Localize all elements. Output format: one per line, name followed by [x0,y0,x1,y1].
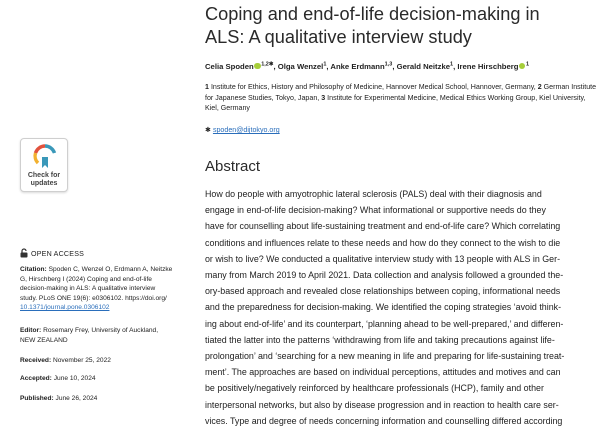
check-for-updates-icon [33,144,57,170]
author-entry: Anke Erdmann$^{1,3}$, [330,61,397,71]
abstract-line: many from March 2019 to April 2021. Data collection and analysis followed a grounded the- [205,270,564,281]
open-access-text: OPEN ACCESS [31,250,85,258]
abstract-line: How do people with amyotrophic lateral sclerosis (PALS) deal with their diagnosis and [205,189,542,199]
abstract-heading: Abstract [205,158,261,175]
received-date: November 25, 2022 [53,357,111,364]
abstract-line: be positively/negatively reinforced by healthcare professionals (HCP), family and other [205,383,544,394]
author-affiliation-marks: 1,3 [384,61,393,67]
abstract-line: conditions and influences relate to these needs and how do they connect to the wish to die [205,237,561,248]
abstract-line: interpersonal networks, but also by disease progression and in reaction to health care ser- [205,399,559,410]
abstract-line: tiated the latter into the patterns ‘withdrawing from life and taking precautions against life- [205,334,555,345]
citation-line-2: G, Hirschberg I (2024) Coping and end-of-life [20,275,152,283]
badge-label-line1: Check for [27,172,61,179]
author-name[interactable]: Olga Wenzel [277,61,324,71]
editor-block [20,326,180,345]
author-entry: Olga Wenzel$^1$, [277,61,331,71]
paper-title-line2: ALS: A qualitative interview study [205,26,472,47]
open-access-label [20,248,84,258]
badge-label-line2: updates [30,180,58,187]
affil-3-text: Institute for Experimental Medicine, Medical Ethics Working Group, Kiel University, Kiel, Germany [205,93,586,113]
author-affiliation-marks: 1,2✱ [261,61,274,67]
author-name[interactable]: Gerald Neitzke [396,61,451,71]
paper-title [205,3,595,48]
editor-text: Rosemary Frey, University of Auckland, [43,327,159,334]
citation-block [20,265,180,313]
published-date: June 26, 2024 [55,395,98,402]
correspondence [205,125,280,134]
citation-line-4: study. PLoS ONE 19(6): e0306102. https://doi.org/ [20,294,167,302]
accepted-block [20,374,180,384]
affiliations [205,82,597,114]
correspondence-symbol: ✱ [205,126,211,134]
citation-label: Citation: [20,266,47,273]
affil-3-number: 3 [321,93,326,102]
abstract-line: ory-based approach and revealed close relationships between coping, informational needs [205,286,561,297]
badge-label [21,172,67,188]
author-list [205,61,597,71]
paper-title-line1: Coping and end-of-life decision-making in [205,4,540,24]
accepted-date: June 10, 2024 [53,375,96,382]
abstract-line: or wish to live? We conducted a qualitative interview study with 13 people with ALS in Ger- [205,253,561,264]
open-lock-icon [20,248,28,258]
affil-2-number: 2 [537,83,542,91]
received-label: Received: [20,357,52,364]
published-label: Published: [20,395,54,402]
author-entry [457,62,529,71]
orcid-icon[interactable] [519,63,526,70]
author-name[interactable]: Celia Spoden [205,61,254,71]
abstract-line: engage in end-of-life decision-making? What informational or supportive needs do they [205,205,546,216]
affil-1-text: Institute for Ethics, History and Philosophy of Medicine, Hannover Medical School, Hannover, Germany, [210,83,536,91]
affil-2-text: German Institute for Japanese Studies, Tokyo, Japan, [205,83,597,102]
abstract-line: ing about end-of-life’ and its counterpart, ‘planning ahead to be well-prepared,’ and differen- [205,318,564,329]
citation-doi-link[interactable]: 10.1371/journal.pone.0306102 [20,304,110,312]
author-entry: Celia Spoden $^{1,2✱}$, [205,61,278,71]
author-affiliation-marks: 1 [323,61,327,67]
orcid-icon[interactable] [254,63,261,70]
abstract-line: vices. Type and degree of needs concerning information and counselling differed according [205,415,563,426]
abstract-line: have for counselling about life-sustaining treatment and end-of-life care? Which correlating [205,221,561,232]
editor-country: NEW ZEALAND [20,336,68,344]
abstract-line: and the preparedness for decision-making. We identified the coping strategies ‘avoid think- [205,302,562,313]
editor-label: Editor: [20,327,42,334]
abstract-body [205,186,595,429]
author-name[interactable]: Anke Erdmann [330,61,385,71]
accepted-label: Accepted: [20,375,52,382]
abstract-line: prolongation’ and ‘searching for a new meaning in life and preparing for life-sustaining treat- [205,351,565,362]
abstract-line: ment’. The approaches are based on individual perceptions, attitudes and motives and can [205,367,561,378]
received-block [20,356,180,366]
author-entry: Gerald Neitzke$^1$, [396,61,458,71]
author-name[interactable]: Irene Hirschberg [457,61,519,71]
citation-line-3: decision-making in ALS: A qualitative interview [20,285,156,293]
check-for-updates-badge[interactable] [20,138,68,192]
author-affiliation-marks: 1 [525,61,530,67]
correspondence-email-link[interactable]: spoden@dijtokyo.org [212,126,280,134]
affil-1-number: 1 [205,83,209,91]
published-block [20,394,180,404]
citation-line-1: Spoden C, Wenzel O, Erdmann A, Neitzke [48,266,173,273]
author-affiliation-marks: 1 [450,61,454,67]
